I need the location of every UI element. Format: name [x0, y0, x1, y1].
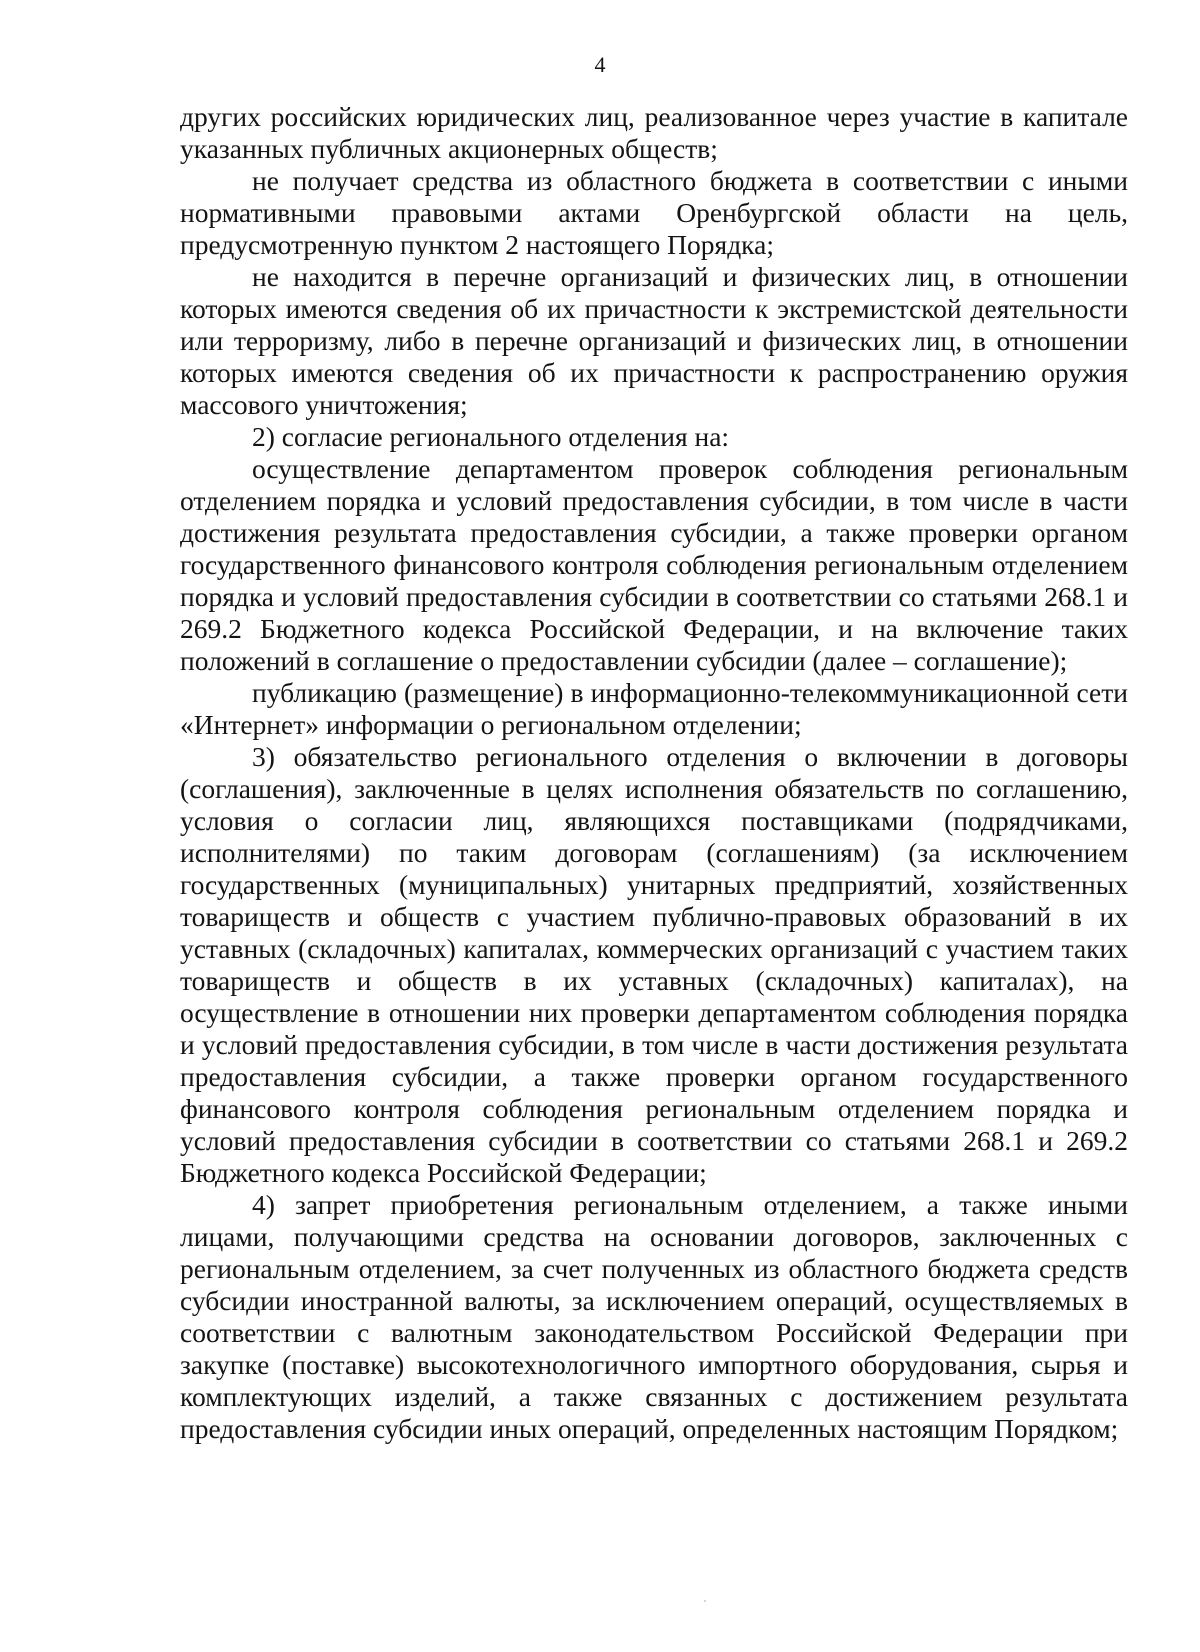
paragraph-not-in-list: не находится в перечне организаций и физических лиц, в отношении которых имеются сведения об их причастности к экстремистской деятельности или терроризму, либо в перечне организаций и физических лиц, в отношении которых имеются сведения об их причастности к распространению оружия массового уничтожения;	[180, 261, 1128, 420]
paragraph-consent-heading: 2) согласие регионального отделения на:	[252, 421, 730, 452]
paragraph-prohibition: 4) запрет приобретения региональным отделением, а также иными лицами, получающими средства на основании договоров, заключенных с региональным отделением, за счет полученных из областного бюджета средств субсидии иностранной валюты, за исключением операций, осуществляемых в соответствии с валютным законодательством Российской Федерации при закупке (поставке) высокотехнологичного импортного оборудования, сырья и комплектующих изделий, а также связанных с достижением результата предоставления субсидии иных операций, определенных настоящим Порядком;	[180, 1189, 1128, 1444]
page-number: 4	[594, 52, 606, 77]
paragraph-inspections: осуществление департаментом проверок соблюдения региональным отделением порядка и условий предоставления субсидии, в том числе в части достижения результата предоставления субсидии, а также проверки органом государственного финансового контроля соблюдения региональным отделением порядка и условий предоставления субсидии в соответствии со статьями 268.1 и 269.2 Бюджетного кодекса Российской Федерации, и на включение таких положений в соглашение о предоставлении субсидии (далее – соглашение);	[180, 453, 1128, 676]
paragraph-obligation: 3) обязательство регионального отделения о включении в договоры (соглашения), заключенные в целях исполнения обязательств по соглашению, условия о согласии лиц, являющихся поставщиками (подрядчиками, исполнителями) по таким договорам (соглашениям) (за исключением государственных (муниципальных) унитарных предприятий, хозяйственных товариществ и обществ с участием публично-правовых образований в их уставных (складочных) капиталах, коммерческих организаций с участием таких товариществ и обществ в их уставных (складочных) капиталах), на осуществление в отношении них проверки департаментом соблюдения порядка и условий предоставления субсидии, в том числе в части достижения результата предоставления субсидии, а также проверки органом государственного финансового контроля соблюдения региональным отделением порядка и условий предоставления субсидии в соответствии со статьями 268.1 и 269.2 Бюджетного кодекса Российской Федерации;	[180, 741, 1128, 1188]
paragraph-no-funds: не получает средства из областного бюджета в соответствии с иными нормативными правовыми актами Оренбургской области на цель, предусмотренную пунктом 2 настоящего Порядка;	[180, 165, 1128, 260]
scan-speck	[704, 1600, 706, 1602]
document-body	[180, 101, 1128, 1445]
paragraph-continuation: других российских юридических лиц, реализованное через участие в капитале указанных публичных акционерных обществ;	[180, 101, 1128, 164]
paragraph-publication: публикацию (размещение) в информационно-телекоммуникационной сети «Интернет» информации о региональном отделении;	[180, 677, 1128, 740]
